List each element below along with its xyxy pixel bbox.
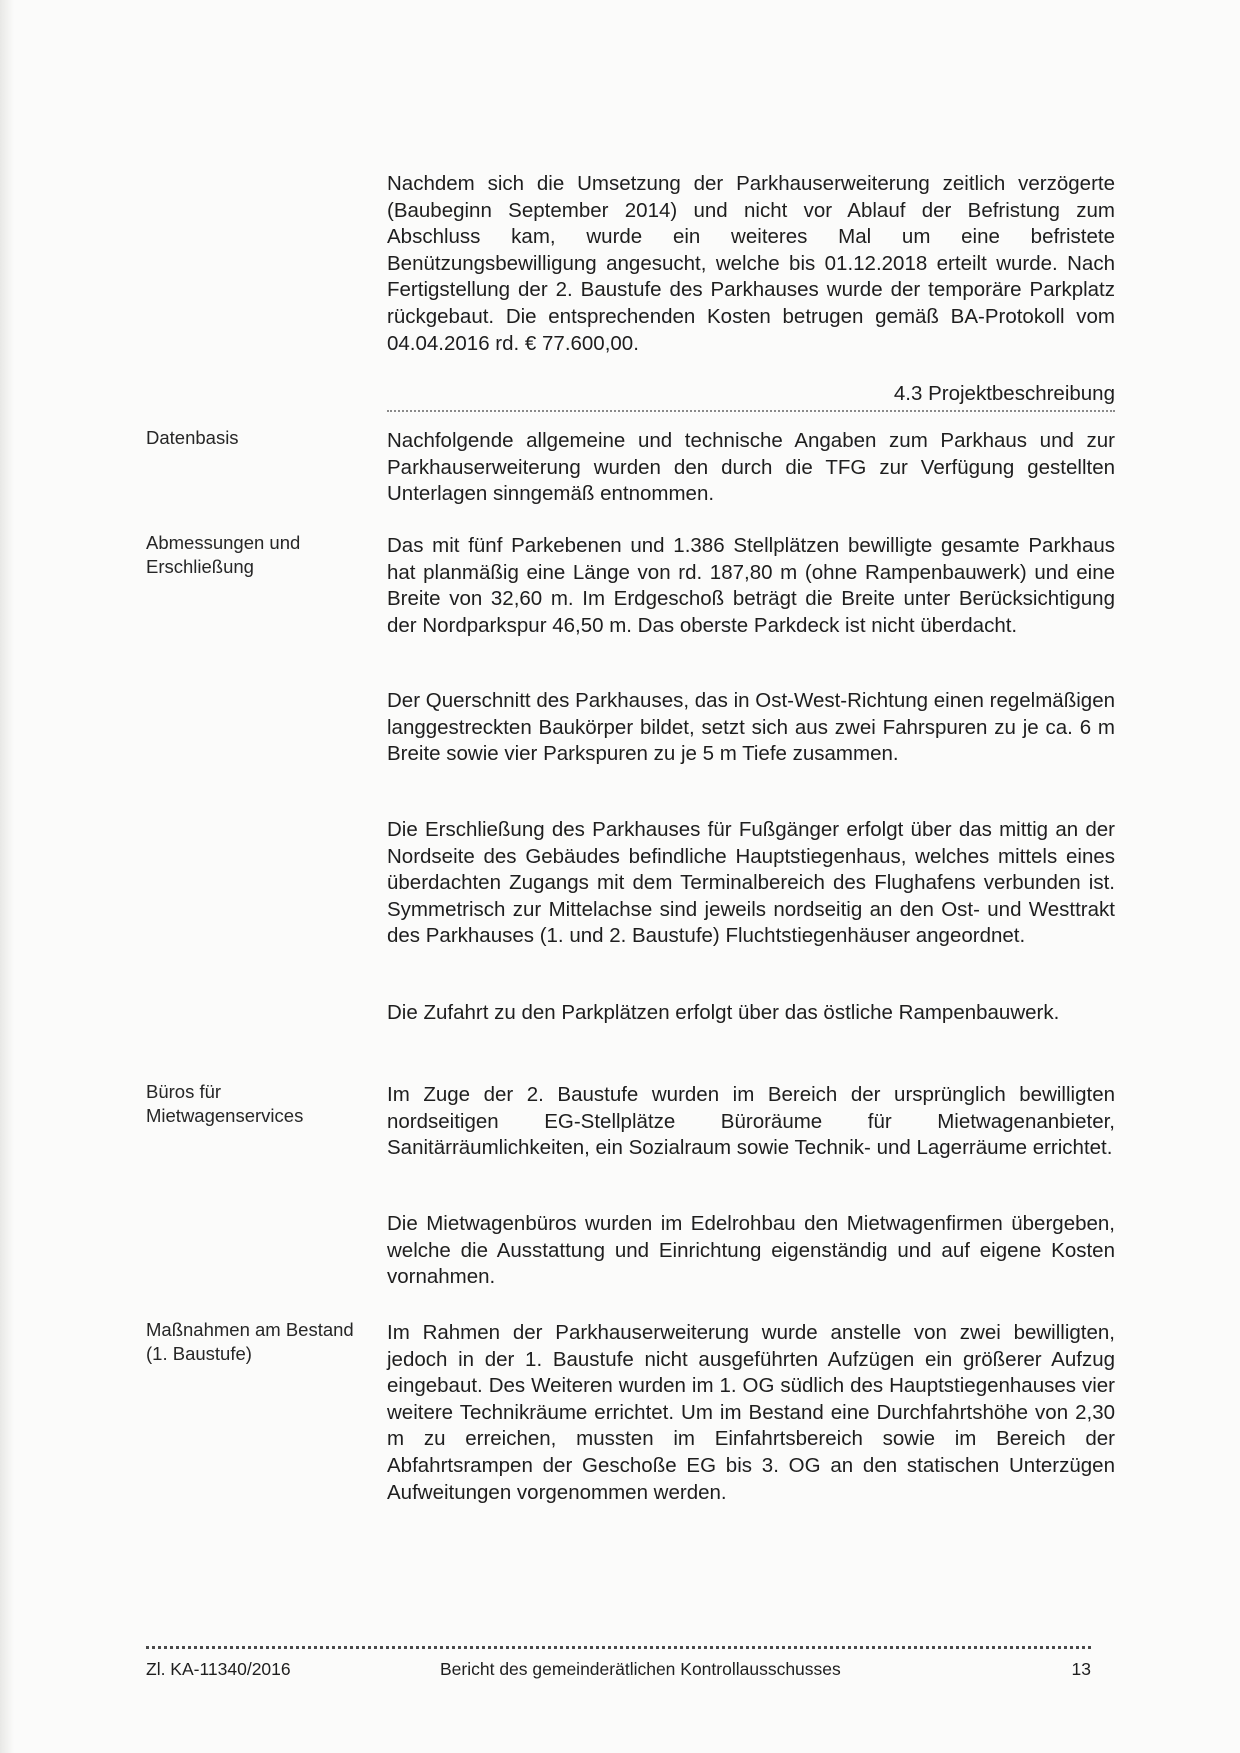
paragraph-mietwagenbueros (387, 1211, 1115, 1291)
paragraph-zufahrt (387, 1000, 1115, 1027)
section-number: 4.3 (893, 382, 923, 405)
paragraph-zufahrt-text: Die Zufahrt zu den Parkplätzen erfolgt über das östliche Rampenbauwerk. (387, 1001, 1060, 1024)
paragraph-querschnitt (387, 688, 1115, 768)
paragraph-abmessungen (387, 533, 1115, 639)
margin-note-bueros: Büros für Mietwagenservices (146, 1081, 304, 1126)
paragraph-bueros-text: Im Zuge der 2. Baustufe wurden im Bereich der ursprünglich bewilligten nordseitigen EG-Stellplätze Büroräume für Mietwagenanbieter, Sanitärräumlichkeiten, ein Sozialraum sowie Technik- und Lagerräume errichtet. (387, 1083, 1115, 1160)
intro-paragraph: Nachdem sich die Umsetzung der Parkhauserweiterung zeitlich verzögerte (Baubeginn September 2014) und nicht vor Ablauf der Befristung zum Abschluss kam, wurde ein weiteres Mal um eine befristete Benützungsbewilligung angesucht, welche bis 01.12.2018 erteilt wurde. Nach Fertigstellung der 2. Baustufe des Parkhauses wurde der temporäre Parkplatz rückgebaut. Die entsprechenden Kosten betrugen gemäß BA-Protokoll vom 04.04.2016 rd. € 77.600,00. (387, 172, 1115, 355)
footer-reference: Zl. KA-11340/2016 (146, 1659, 291, 1679)
paragraph-abmessungen-text: Das mit fünf Parkebenen und 1.386 Stellplätzen bewilligte gesamte Parkhaus hat planmäßig eine Länge von rd. 187,80 m (ohne Rampenbauwerk) und eine Breite von 32,60 m. Im Erdgeschoß beträgt die Breite unter Berücksichtigung der Nordparkspur 46,50 m. Das oberste Parkdeck ist nicht überdacht. (387, 534, 1115, 637)
paragraph-querschnitt-text: Der Querschnitt des Parkhauses, das in Ost-West-Richtung einen regelmäßigen langgestreckten Baukörper bildet, setzt sich aus zwei Fahrspuren zu je ca. 6 m Breite sowie vier Parkspuren zu je 5 m Tiefe zusammen. (387, 689, 1115, 766)
margin-note-datenbasis: Datenbasis (146, 427, 239, 448)
paragraph-erschliessung-text: Die Erschließung des Parkhauses für Fußgänger erfolgt über das mittig an der Nordseite des Gebäudes befindliche Hauptstiegenhaus, welches mittels eines überdachten Zugangs mit dem Terminalbereich des Flughafens verbunden ist. Symmetrisch zur Mittelachse sind jeweils nordseitig an den Ost- und Westtrakt des Parkhauses (1. und 2. Baustufe) Fluchtstiegenhäuser angeordnet. (387, 818, 1115, 948)
section-heading (387, 381, 1115, 407)
page-edge-shadow (0, 0, 14, 1753)
paragraph-bueros (387, 1082, 1115, 1162)
paragraph-datenbasis-text: Nachfolgende allgemeine und technische Angaben zum Parkhaus und zur Parkhauserweiterung wurden den durch die TFG zur Verfügung gestellten Unterlagen sinngemäß entnommen. (387, 429, 1115, 506)
margin-note-massnahmen: Maßnahmen am Bestand (1. Baustufe) (146, 1319, 354, 1364)
paragraph-massnahmen-text: Im Rahmen der Parkhauserweiterung wurde anstelle von zwei bewilligten, jedoch in der 1. Baustufe nicht ausgeführten Aufzügen ein größerer Aufzug eingebaut. Des Weiteren wurden im 1. OG südlich des Hauptstiegenhauses vier weitere Technikräume errichtet. Um im Bestand eine Durchfahrtshöhe von 2,30 m zu erreichen, mussten im Einfahrtsbereich sowie im Bereich der Abfahrtsrampen der Geschoße EG bis 3. OG an den statischen Unterzügen Aufweitungen vorgenommen werden. (387, 1321, 1115, 1504)
footer-rule (146, 1646, 1091, 1649)
footer-report-title: Bericht des gemeinderätlichen Kontrollausschusses (440, 1659, 841, 1679)
section-heading-rule (387, 410, 1115, 412)
paragraph-massnahmen (387, 1320, 1115, 1506)
section-title: Projektbeschreibung (928, 382, 1115, 405)
footer-page-number: 13 (1071, 1659, 1091, 1679)
paragraph-datenbasis (387, 428, 1115, 508)
paragraph-erschliessung (387, 817, 1115, 950)
margin-note-abmessungen: Abmessungen und Erschließung (146, 532, 301, 577)
paragraph-mietwagenbueros-text: Die Mietwagenbüros wurden im Edelrohbau den Mietwagenfirmen übergeben, welche die Ausstattung und Einrichtung eigenständig und auf eigene Kosten vornahmen. (387, 1212, 1115, 1289)
intro-block (387, 171, 1115, 357)
